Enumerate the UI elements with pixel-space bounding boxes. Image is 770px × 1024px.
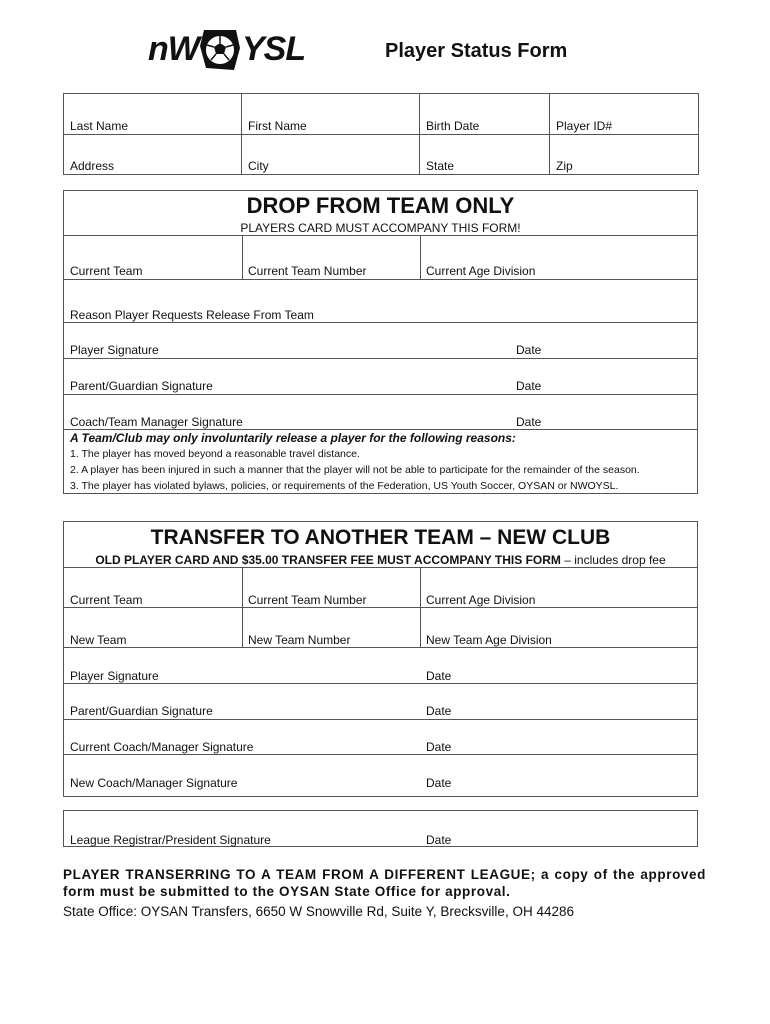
new-team-number-field[interactable]: New Team Number: [248, 633, 351, 647]
drop-from-team-section: [63, 190, 698, 494]
address-field[interactable]: Address: [64, 135, 242, 175]
transfer-current-team-number-field[interactable]: Current Team Number: [248, 593, 367, 607]
logo-text-right: YSL: [242, 30, 306, 68]
registrar-signature-box: [63, 810, 698, 847]
last-name-field[interactable]: Last Name: [64, 94, 242, 135]
zip-field[interactable]: Zip: [550, 135, 699, 175]
new-team-age-division-field[interactable]: New Team Age Division: [426, 633, 552, 647]
transfer-section-subtitle: [64, 553, 697, 567]
new-team-field[interactable]: New Team: [70, 633, 127, 647]
transfer-subtitle-bold: OLD PLAYER CARD AND $35.00 TRANSFER FEE MUST ACCOMPANY THIS FORM: [95, 553, 561, 567]
player-info-table: [63, 93, 699, 175]
first-name-field[interactable]: First Name: [242, 94, 420, 135]
transfer-parent-signature-date[interactable]: Date: [426, 704, 452, 718]
state-field[interactable]: State: [420, 135, 550, 175]
different-league-notice: PLAYER TRANSERRING TO A TEAM FROM A DIFFERENT LEAGUE; a copy of the approved form must be submitted to the OYSAN State Office for approval.: [63, 867, 706, 899]
release-reason-field[interactable]: Reason Player Requests Release From Team: [70, 308, 314, 322]
drop-parent-signature-field[interactable]: Parent/Guardian Signature: [70, 379, 213, 393]
transfer-current-age-division-field[interactable]: Current Age Division: [426, 593, 536, 607]
transfer-section-title: TRANSFER TO ANOTHER TEAM – NEW CLUB: [150, 526, 611, 549]
transfer-subtitle-note: – includes drop fee: [560, 553, 666, 567]
transfer-section: [63, 521, 698, 797]
city-field[interactable]: City: [242, 135, 420, 175]
current-coach-signature-field[interactable]: Current Coach/Manager Signature: [70, 740, 254, 754]
registrar-signature-date[interactable]: Date: [426, 833, 452, 847]
drop-current-team-field[interactable]: Current Team: [70, 264, 143, 278]
release-reason-3: 3. The player has violated bylaws, policies, or requirements of the Federation, US Youth Soccer, OYSAN or NWOYSL.: [70, 480, 619, 492]
transfer-current-team-field[interactable]: Current Team: [70, 593, 143, 607]
form-title: Player Status Form: [385, 40, 568, 62]
current-coach-signature-date[interactable]: Date: [426, 740, 452, 754]
drop-player-signature-field[interactable]: Player Signature: [70, 343, 159, 357]
drop-section-subtitle: PLAYERS CARD MUST ACCOMPANY THIS FORM!: [240, 221, 521, 235]
release-reasons-title: A Team/Club may only involuntarily release a player for the following reasons:: [70, 431, 516, 445]
new-coach-signature-field[interactable]: New Coach/Manager Signature: [70, 776, 238, 790]
transfer-player-signature-date[interactable]: Date: [426, 669, 452, 683]
soccer-ball-icon: [198, 28, 242, 72]
drop-parent-signature-date[interactable]: Date: [516, 379, 542, 393]
drop-current-age-division-field[interactable]: Current Age Division: [426, 264, 536, 278]
drop-section-title: DROP FROM TEAM ONLY: [246, 193, 515, 218]
nwoysl-logo: [148, 24, 310, 80]
logo-text-left: nW: [148, 30, 199, 68]
transfer-parent-signature-field[interactable]: Parent/Guardian Signature: [70, 704, 213, 718]
player-id-field[interactable]: Player ID#: [550, 94, 699, 135]
release-reason-1: 1. The player has moved beyond a reasonable travel distance.: [70, 448, 360, 460]
release-reason-2: 2. A player has been injured in such a manner that the player will not be able to participate for the remainder of the season.: [70, 464, 640, 476]
drop-coach-signature-field[interactable]: Coach/Team Manager Signature: [70, 415, 243, 429]
birth-date-field[interactable]: Birth Date: [420, 94, 550, 135]
drop-player-signature-date[interactable]: Date: [516, 343, 542, 357]
new-coach-signature-date[interactable]: Date: [426, 776, 452, 790]
state-office-address: State Office: OYSAN Transfers, 6650 W Snowville Rd, Suite Y, Brecksville, OH 44286: [63, 904, 574, 919]
drop-current-team-number-field[interactable]: Current Team Number: [248, 264, 367, 278]
transfer-player-signature-field[interactable]: Player Signature: [70, 669, 159, 683]
registrar-signature-field[interactable]: League Registrar/President Signature: [70, 833, 271, 847]
drop-coach-signature-date[interactable]: Date: [516, 415, 542, 429]
